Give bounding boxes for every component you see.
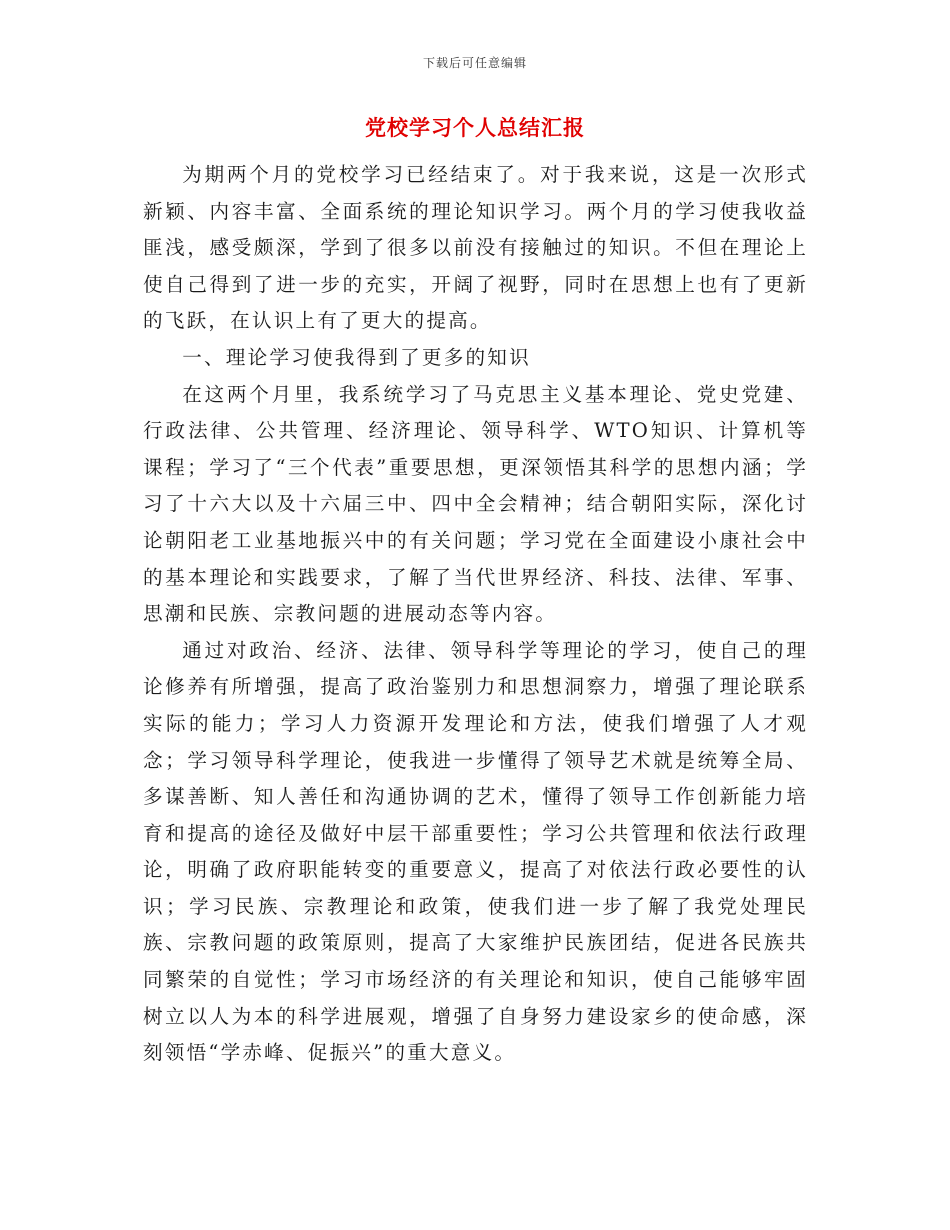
document-body — [143, 157, 808, 1072]
paragraph-courses: 在这两个月里，我系统学习了马克思主义基本理论、党史党建、行政法律、公共管理、经济理论、领导科学、WTO知识、计算机等课程；学习了“三个代表”重要思想，更深领悟其科学的思想内涵；学习了十六大以及十六届三中、四中全会精神；结合朝阳实际，深化讨论朝阳老工业基地振兴中的有关问题；学习党在全面建设小康社会中的基本理论和实践要求，了解了当代世界经济、科技、法律、军事、思潮和民族、宗教问题的进展动态等内容。 — [143, 382, 808, 626]
paragraph-intro: 为期两个月的党校学习已经结束了。对于我来说，这是一次形式新颖、内容丰富、全面系统的理论知识学习。两个月的学习使我收益匪浅，感受颇深，学到了很多以前没有接触过的知识。不但在理论上使自己得到了进一步的充实，开阔了视野，同时在思想上也有了更新的飞跃，在认识上有了更大的提高。 — [143, 163, 808, 333]
paragraph-outcomes: 通过对政治、经济、法律、领导科学等理论的学习，使自己的理论修养有所增强，提高了政治鉴别力和思想洞察力，增强了理论联系实际的能力；学习人力资源开发理论和方法，使我们增强了人才观念；学习领导科学理论，使我进一步懂得了领导艺术就是统筹全局、多谋善断、知人善任和沟通协调的艺术，懂得了领导工作创新能力培育和提高的途径及做好中层干部重要性；学习公共管理和依法行政理论，明确了政府职能转变的重要意义，提高了对依法行政必要性的认识；学习民族、宗教理论和政策，使我们进一步了解了我党处理民族、宗教问题的政策原则，提高了大家维护民族团结，促进各民族共同繁荣的自觉性；学习市场经济的有关理论和知识，使自己能够牢固树立以人为本的科学进展观，增强了自身努力建设家乡的使命感，深刻领悟“学赤峰、促振兴”的重大意义。 — [143, 638, 808, 1065]
section-heading-1: 一、理论学习使我得到了更多的知识 — [182, 345, 531, 369]
document-title: 党校学习个人总结汇报 — [365, 115, 585, 140]
header-note: 下载后可任意编辑 — [422, 56, 527, 70]
